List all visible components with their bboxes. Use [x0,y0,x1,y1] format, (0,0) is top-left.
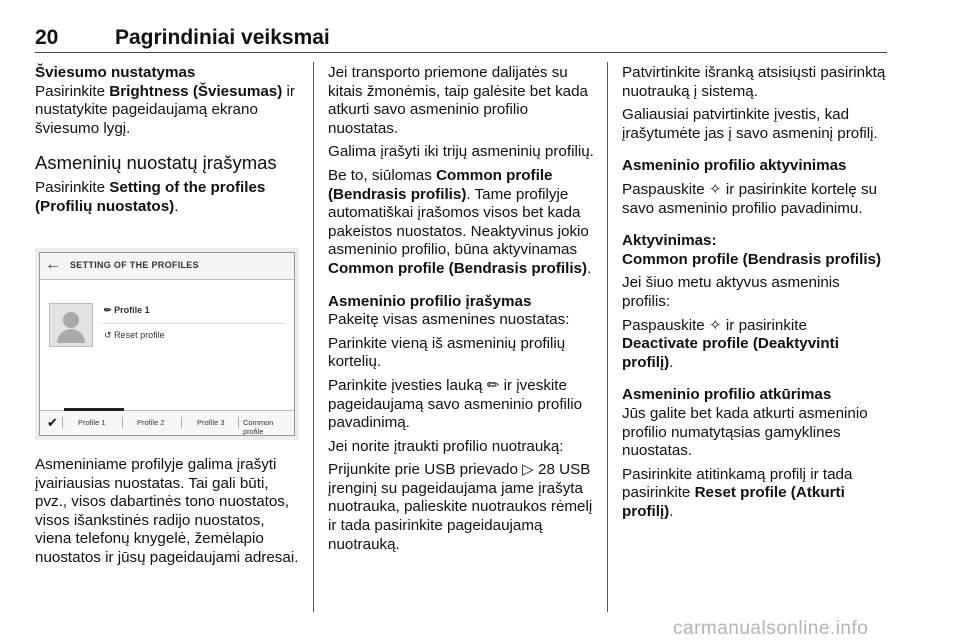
paragraph: Prijunkite prie USB prievado ▷ 28 USB įrenginį su pageidaujama jame įrašyta nuotrauka, palieskite nuotraukos rėmelį ir tada pasirinkite pageidaujamą nuotrauką. [328,461,593,553]
profile-description: Asmeniniame profilyje galima įrašyti įvairiausias nuostatas. Tai gali būti, pvz., visos dabartinės tono nuostatos, visos išankstinės radijo nuostatos, viena telefonų knygelė, žemėlapio nuostatos ir jūsų pageidaujami adresai. [35,456,299,566]
profile-settings-illustration [35,248,299,440]
column-divider [313,62,314,612]
column-middle [328,64,594,554]
paragraph: Galiausiai patvirtinkite įvestis, kad įrašytumėte jas į savo asmeninį profilį. [622,106,878,142]
save-settings-heading: Asmeninių nuostatų įrašymas [35,152,277,174]
column-left [35,64,300,217]
pencil-icon: ✏ [486,376,500,394]
activate-profile-heading: Asmeninio profilio aktyvinimas [622,157,847,175]
settings-icon: ✧ [708,180,722,198]
divider [100,323,286,324]
reset-profile-option[interactable]: ↺ Reset profile [104,330,165,340]
paragraph: Be to, siūlomas Common profile (Bendrasis profilis). Tame profilyje automatiškai įrašomos visos bet kada pakeistos nuostatos. Neaktyvinus jokio asmeninio profilio, būna aktyvinamas Common profile (Bendrasis profilis). [328,166,592,277]
save-settings-paragraph: Pasirinkite Setting of the profiles (Profilių nuostatos). [35,179,266,215]
paragraph: Pasirinkite atitinkamą profilį ir tada pasirinkite Reset profile (Atkurti profilį). [622,465,853,520]
paragraph: Patvirtinkite išranką atsisiųsti pasirinktą nuotrauką į sistemą. [622,64,886,100]
tab-profile-2[interactable]: Profile 2 [137,418,165,427]
paragraph: Galima įrašyti iki trijų asmeninių profilių. [328,143,594,161]
back-arrow-icon[interactable]: ← [45,256,61,273]
screen-frame [39,252,295,436]
column-left-bottom [35,456,300,568]
paragraph: Jūs galite bet kada atkurti asmeninio profilio numatytąsias gamyklines nuostatas. [622,404,868,460]
brightness-heading: Šviesumo nustatymas [35,64,196,81]
restore-profile-heading: Asmeninio profilio atkūrimas [622,386,832,404]
column-divider [607,62,608,612]
paragraph: Parinkite įvesties lauką ✏ ir įveskite pageidaujamą savo asmeninio profilio pavadinimą. [328,376,583,432]
page-reference: ▷ 28 [522,461,555,479]
active-tab-indicator [64,408,124,411]
page-header [35,22,887,53]
tab-common-profile[interactable]: Common profile [243,418,274,436]
screen-title: SETTING OF THE PROFILES [70,260,199,270]
brightness-paragraph: Pasirinkite Brightness (Šviesumas) ir nustatykite pageidaujamą ekrano šviesumo lygį. [35,82,295,137]
activation-heading: Aktyvinimas: [622,232,717,250]
paragraph: Jei transporto priemone dalijatės su kitais žmonėmis, taip galėsite bet kada atkurti savo asmeninio profilio nuostatas. [328,64,589,137]
reset-icon: ↺ [104,330,112,340]
screen-top-bar [40,253,294,280]
paragraph: Paspauskite ✧ ir pasirinkite kortelę su savo asmeninio profilio pavadinimu. [622,180,878,217]
avatar-head-icon [63,312,79,328]
tab-profile-3[interactable]: Profile 3 [197,418,225,427]
paragraph: Jei norite įtraukti profilio nuotrauką: [328,437,564,455]
chapter-title: Pagrindiniai veiksmai [115,26,330,49]
tab-profile-1[interactable]: Profile 1 [78,418,106,427]
edit-pencil-icon: ✏ [104,305,112,315]
paragraph: Jei šiuo metu aktyvus asmeninis profilis: [622,274,840,310]
column-right [622,64,890,521]
profile-tabs [40,410,294,435]
paragraph: Pakeitę visas asmenines nuostatas: [328,311,570,329]
record-profile-heading: Asmeninio profilio įrašymas [328,292,532,310]
paragraph: Parinkite vieną iš asmeninių profilių kortelių. [328,334,566,371]
common-profile-heading: Common profile (Bendrasis profilis) [622,250,882,268]
check-icon[interactable]: ✔ [47,415,58,430]
profile-photo-placeholder[interactable] [49,303,93,347]
watermark: carmanualsonline.info [673,618,869,639]
page-number: 20 [35,26,59,49]
avatar-body-icon [57,329,85,343]
profile-name-field[interactable]: ✏ Profile 1 [104,305,150,315]
paragraph: Paspauskite ✧ ir pasirinkite Deactivate profile (Deaktyvinti profilį). [622,316,839,371]
settings-icon: ✧ [708,316,722,334]
